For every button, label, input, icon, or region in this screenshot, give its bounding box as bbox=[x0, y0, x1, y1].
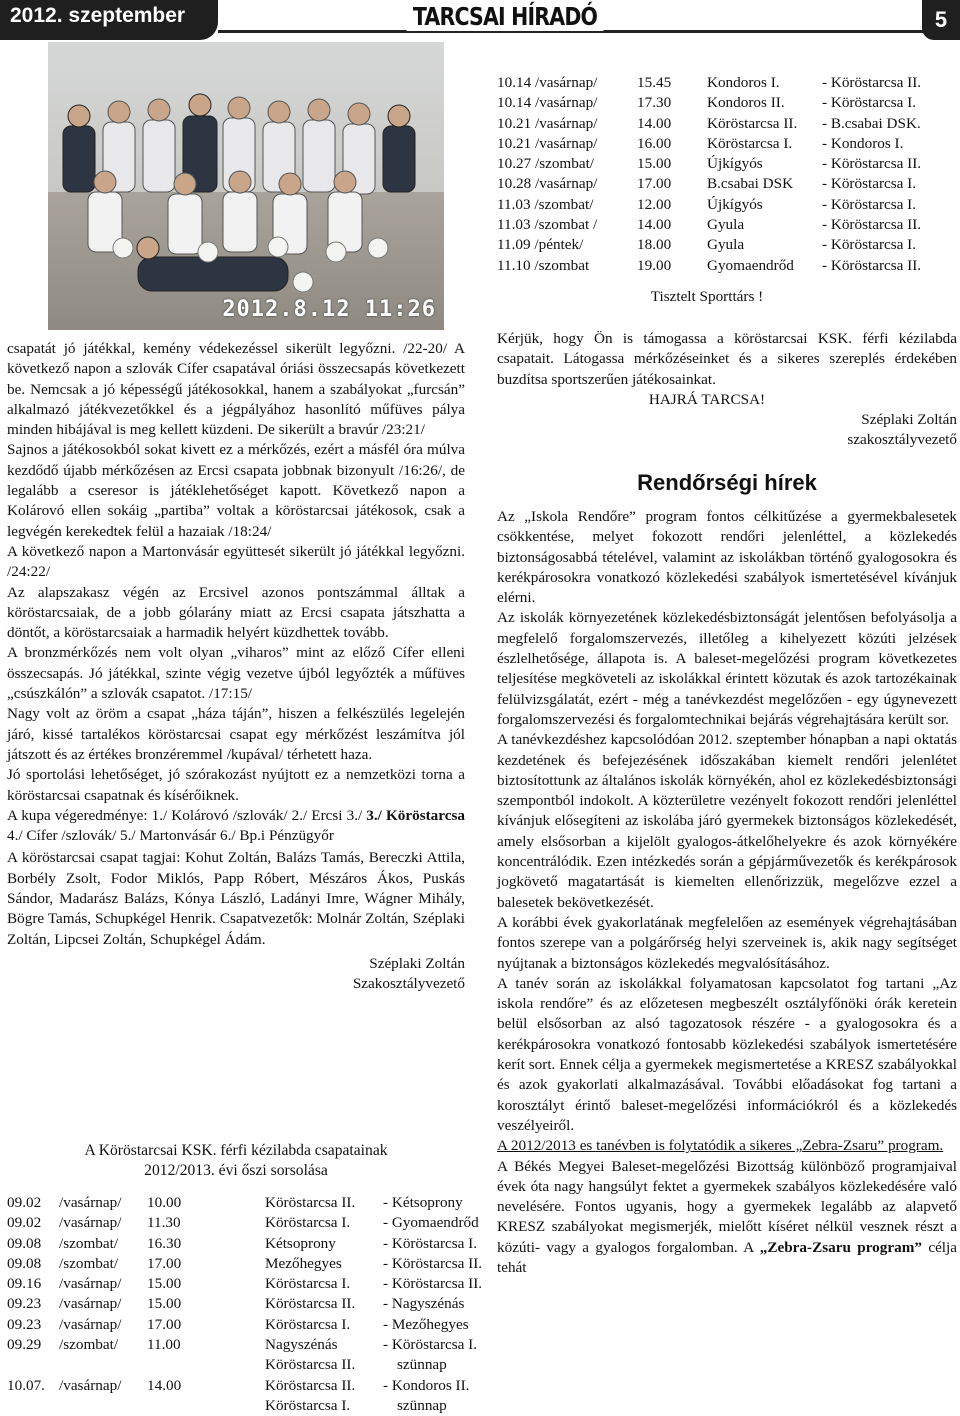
schedule-cell: Gyula bbox=[707, 216, 745, 234]
schedule-cell: 12.00 bbox=[637, 195, 672, 213]
page-number: 5 bbox=[922, 0, 960, 40]
schedule-cell: Gyula bbox=[707, 236, 745, 254]
schedule-cell bbox=[7, 1396, 59, 1416]
schedule-cell: Kondoros II. bbox=[707, 94, 785, 112]
schedule-cell: 11.10 /szombat bbox=[497, 256, 590, 274]
schedule-cell: - Mezőhegyes bbox=[383, 1315, 469, 1333]
cup-results bbox=[7, 806, 465, 847]
schedule-cell: - Köröstarcsa II. bbox=[822, 216, 922, 234]
article-signature bbox=[7, 954, 465, 995]
police-paragraph: A korábbi évek gyakorlatának megfelelően az események végrehajtásában fontos szerepe van a polgárőrség helyi szerveinek is, akik nagy segítséget nyújtanak a biztonságos közlekedés megvalósításához. bbox=[497, 913, 957, 972]
schedule-cell: - Köröstarcsa I. bbox=[822, 236, 917, 254]
zebra-program-name: „Zebra-Zsaru program” bbox=[759, 1238, 922, 1256]
article-paragraph: A bronzmérkőzés nem volt olyan „viharos” mint az előző Cífer elleni összecsapás. Jó játékkal, szinte végig vezetve újból legyőzték a műfüves „csúszkálón” a szlovák csapatot. /17:15/ bbox=[7, 644, 465, 703]
police-news-body bbox=[497, 507, 957, 1278]
schedule-cell: 09.29 bbox=[7, 1336, 42, 1354]
schedule-cell: Kondoros I. bbox=[707, 74, 780, 91]
schedule-cell: Köröstarcsa I. bbox=[265, 1396, 351, 1414]
handball-article bbox=[7, 339, 465, 995]
schedule-cell: 17.00 bbox=[637, 175, 672, 193]
schedule-cell bbox=[59, 1355, 147, 1375]
schedule-cell: szünnap bbox=[397, 1356, 447, 1374]
schedule-table-left bbox=[7, 1193, 527, 1416]
schedule-cell: 09.23 bbox=[7, 1315, 42, 1333]
schedule-cell: 09.08 bbox=[7, 1234, 42, 1252]
schedule-cell: 17.00 bbox=[147, 1315, 182, 1333]
schedule-cell: 09.16 bbox=[7, 1275, 42, 1293]
schedule-row bbox=[497, 114, 957, 134]
schedule-cell bbox=[7, 1355, 59, 1375]
schedule-cell: - Kétsoprony bbox=[383, 1194, 463, 1211]
schedule-cell: Köröstarcsa II. bbox=[265, 1295, 356, 1313]
cup-results-text-end: 4./ Cífer /szlovák/ 5./ Martonvásár 6./ Bp.i Pénzügyőr bbox=[7, 827, 334, 845]
schedule-cell: 19.00 bbox=[637, 256, 672, 274]
schedule-cell: Mezőhegyes bbox=[265, 1254, 342, 1272]
schedule-cell: 09.02 bbox=[7, 1194, 42, 1211]
police-paragraph: Az iskolák környezetének közlekedésbiztonságát jelentősen befolyásolja a megfelelő forgalomszervezés, illetőleg a kihelyezett közúti jelzések észlelhetősége, állapota is. A baleset-megelőzési program következetes teljesítése megköveteli az iskolákkal érintett közutak és azok tartozékainak felülvizsgálatát, ezért - még a tanévkezdést megelőzően - egy úgynevezett forgalomszervezési és forgalomtechnikai bejárás végrehajtására került sor. bbox=[497, 609, 957, 728]
schedule-row bbox=[497, 154, 957, 174]
schedule-cell: 09.23 bbox=[7, 1295, 42, 1313]
schedule-row bbox=[497, 256, 957, 276]
schedule-cell: - Köröstarcsa I. bbox=[822, 94, 917, 112]
article-paragraph: csapatát jó játékkal, kemény védekezéssel sikerült legyőzni. /22-20/ A következő napon a szlovák Cífer csapatával óriási összecsapás következett be. Nemcsak a jó képességű játékosokkal, hanem a szabályokat „furcsán” alkalmazó játékvezetőkkel és a jégpályához hasonlító műfüves pálya minden hibájával is meg kellett küzdeni. De sikerült a bravúr /23:21/ bbox=[7, 340, 465, 439]
schedule-cell: - B.csabai DSK. bbox=[822, 114, 921, 132]
schedule-cell: - Köröstarcsa II. bbox=[822, 256, 922, 274]
zebra-program-heading bbox=[497, 1136, 957, 1156]
schedule-cell: 15.00 bbox=[147, 1275, 182, 1293]
schedule-row bbox=[497, 93, 957, 113]
schedule-cell: Köröstarcsa I. bbox=[265, 1275, 351, 1293]
signature-name: Széplaki Zoltán bbox=[861, 411, 957, 429]
schedule-cell: /szombat/ bbox=[59, 1336, 119, 1354]
appeal-block bbox=[497, 329, 957, 451]
police-paragraph: Az „Iskola Rendőre” program fontos célkitűzése a gyermekbalesetek csökkentése, melyet fokozott rendőri jelenléttel, a közlekedés biztonságosabbá tételével, valamint az iskolákban történő gyalogosokra és kerékpárosokra vonatkozó közlekedési szabályok ismertetésével kívánjuk elérni. bbox=[497, 508, 957, 607]
schedule-cell: 11.03 /szombat / bbox=[497, 216, 598, 234]
schedule-cell: - Köröstarcsa I. bbox=[822, 175, 917, 193]
appeal-text: Kérjük, hogy Ön is támogassa a köröstarcsai KSK. férfi kézilabda csapatait. Látogassa mérkőzéseinket és a sikeres szereplés érdekében buzdítsa sportszerűen játékosainkat. bbox=[497, 330, 957, 388]
signature-role: Szakosztályvezető bbox=[352, 975, 465, 993]
police-last-text-end: célja tehát bbox=[497, 1238, 957, 1276]
schedule-title-line: A Köröstarcsai KSK. férfi kézilabda csapatainak bbox=[84, 1142, 388, 1159]
schedule-cell: Gyomaendrőd bbox=[707, 256, 794, 274]
schedule-cell: Köröstarcsa II. bbox=[265, 1356, 356, 1374]
schedule-row bbox=[7, 1234, 527, 1254]
schedule-cell: /vasárnap/ bbox=[59, 1376, 122, 1394]
schedule-row bbox=[7, 1274, 527, 1294]
schedule-row bbox=[7, 1254, 527, 1274]
schedule-cell: 10.27 /szombat/ bbox=[497, 155, 595, 173]
schedule-cell: /szombat/ bbox=[59, 1254, 119, 1272]
schedule-row bbox=[497, 73, 957, 93]
schedule-cell: 10.00 bbox=[147, 1194, 182, 1211]
schedule-row bbox=[497, 235, 957, 255]
schedule-row bbox=[497, 195, 957, 215]
police-last-text: A Békés Megyei Baleset-megelőzési Bizottság különböző programjaival évek óta nagy hangsúlyt fektet a gyermekek szabályos közlekedésére való nevelésére. Fontos ugyanis, hogy a gyermekek legalább az alapvető KRESZ szabályokat megismerjék, mielőtt kíséret nélkül vesznek részt a közúti- vagy a gyalogos forgalomban. A bbox=[497, 1157, 957, 1256]
schedule-row bbox=[7, 1213, 527, 1233]
schedule-row bbox=[7, 1396, 527, 1416]
schedule-cell: 18.00 bbox=[637, 236, 672, 254]
cup-results-highlight: 3./ Köröstarcsa bbox=[366, 806, 465, 824]
schedule-cell: 14.00 bbox=[147, 1376, 182, 1394]
schedule-cell: - Köröstarcsa II. bbox=[822, 74, 922, 91]
schedule-cell: 10.07. bbox=[7, 1376, 45, 1394]
schedule-cell: /vasárnap/ bbox=[59, 1295, 122, 1313]
team-members: A köröstarcsai csapat tagjai: Kohut Zoltán, Balázs Tamás, Bereczki Attila, Borbély Zsolt, Fodor Miklós, Papp Róbert, Mészáros Ákos, Puskás Sándor, Madarász Balázs, Kónya László, Ladányi Imre, Wágner Mihály, Bögre Tamás, Schupkégel Henrik. Csapatvezetők: Molnár Zoltán, Széplaki Zoltán, Lipcsei Zoltán, Schupkégel Ádám. bbox=[7, 849, 465, 948]
schedule-cell: 14.00 bbox=[637, 114, 672, 132]
schedule-cell: - Köröstarcsa II. bbox=[383, 1275, 483, 1293]
schedule-cell: 16.30 bbox=[147, 1234, 182, 1252]
schedule-cell: 11.03 /szombat/ bbox=[497, 195, 594, 213]
schedule-cell: Nagyszénás bbox=[265, 1336, 338, 1354]
schedule-cell: szünnap bbox=[397, 1396, 447, 1414]
schedule-cell: 17.30 bbox=[637, 94, 672, 112]
schedule-cell: 15.00 bbox=[147, 1295, 182, 1313]
schedule-row bbox=[497, 215, 957, 235]
schedule-row bbox=[7, 1335, 527, 1355]
schedule-cell: /vasárnap/ bbox=[59, 1315, 122, 1333]
schedule-cell: Köröstarcsa II. bbox=[707, 114, 798, 132]
newspaper-title: TARCSAI HÍRADÓ bbox=[407, 2, 604, 31]
schedule-cell: 10.14 /vasárnap/ bbox=[497, 94, 598, 112]
schedule-cell: 15.45 bbox=[637, 74, 672, 91]
schedule-cell: Kétsoprony bbox=[265, 1234, 336, 1252]
schedule-cell: 09.02 bbox=[7, 1214, 42, 1232]
schedule-row bbox=[7, 1376, 527, 1396]
schedule-cell: - Kondoros II. bbox=[383, 1376, 470, 1394]
schedule-row bbox=[7, 1315, 527, 1335]
schedule-cell: 15.00 bbox=[637, 155, 672, 173]
photo-timestamp: 2012.8.12 11:26 bbox=[222, 297, 436, 322]
schedule-cell: Köröstarcsa I. bbox=[265, 1214, 351, 1232]
schedule-cell: Újkígyós bbox=[707, 155, 763, 173]
schedule-title-line: 2012/2013. évi őszi sorsolása bbox=[144, 1162, 328, 1180]
schedule-cell: 10.21 /vasárnap/ bbox=[497, 114, 598, 132]
schedule-cell: - Köröstarcsa I. bbox=[383, 1336, 478, 1354]
appeal-cheer: HAJRÁ TARCSA! bbox=[648, 390, 766, 408]
signature-name: Széplaki Zoltán bbox=[369, 954, 465, 972]
schedule-cell: Köröstarcsa I. bbox=[707, 134, 793, 152]
article-paragraph: A következő napon a Martonvásár együttesét sikerült jó játékkal legyőzni. /24:22/ bbox=[7, 542, 465, 581]
article-paragraph: Nagy volt az öröm a csapat „háza táján”, hiszen a felkészülés legelején járó, kissé tartalékos köröstarcsai csapat egy mérkőzést leszámítva jól játszott és az értékes bronzéremmel /kupával/ térhetett haza. bbox=[7, 705, 465, 763]
schedule-cell: Köröstarcsa II. bbox=[265, 1194, 356, 1211]
schedule-row bbox=[7, 1193, 527, 1213]
schedule-cell: 10.28 /vasárnap/ bbox=[497, 175, 598, 193]
police-paragraph: A tanév során az iskolákkal folyamatosan kapcsolatot fog tartani „Az iskola rendőre” és az előzetesen megbeszélt osztályfőnöki órák keretein belül elsősorban az alsó tagozatosok részére - a gyalogosokra és a kerékpárosokra vonatkozó fontosabb közlekedési szabályok ismertetésére kerít sort. Ennek célja a gyermekek megismertetése a KRESZ szabályokkal és azok gyakorlati alkalmazásával. További előadásokat fog tartani a korosztályt érintő baleset-megelőzési információkról és a közlekedés veszélyeiről. bbox=[497, 974, 957, 1134]
schedule-cell: - Köröstarcsa I. bbox=[383, 1234, 478, 1252]
appeal-greeting: Tisztelt Sporttárs ! bbox=[650, 288, 764, 305]
schedule-cell: 11.30 bbox=[147, 1214, 181, 1232]
zebra-program-heading-text: A 2012/2013 es tanévben is folytatódik a sikeres „Zebra-Zsaru” program. bbox=[497, 1137, 944, 1155]
cup-results-text: A kupa végeredménye: 1./ Kolárovó /szlovák/ 2./ Ercsi 3./ bbox=[7, 806, 367, 824]
schedule-cell: /vasárnap/ bbox=[59, 1194, 122, 1211]
schedule-cell: 14.00 bbox=[637, 216, 672, 234]
schedule-cell: B.csabai DSK bbox=[707, 175, 794, 193]
schedule-cell bbox=[147, 1355, 265, 1375]
police-paragraph-last bbox=[497, 1157, 957, 1279]
schedule-cell: 09.08 bbox=[7, 1254, 42, 1272]
police-paragraph: A tanévkezdéshez kapcsolódóan 2012. szeptember hónapban a napi oktatás kezdetének és befejezésének időszakában kiemelt rendőri jelenlétet biztosítottunk az általános iskolák környékén, ahol ez közlekedésbiztonsági szempontból indokolt. A közterületre vezényelt fokozott rendőri jelenléttel kívánjuk elősegíteni az iskolába járó gyermekek biztonságos közlekedését, amely elsősorban a kijelölt gyalogos-átkelőhelyekre és azok környékére koncentrálódik. Ezen intézkedés során a gépjárművezetők és kerékpárosok jogkövető magatartását is kiemelten ellenőrizzük, megelőzve ezzel a balesetek bekövetkezését. bbox=[497, 731, 957, 911]
header-date: 2012. szeptember bbox=[10, 4, 186, 27]
schedule-cell: - Kondoros I. bbox=[822, 134, 904, 152]
schedule-cell: 16.00 bbox=[637, 134, 672, 152]
team-figures bbox=[48, 42, 444, 330]
schedule-row bbox=[497, 174, 957, 194]
article-paragraph: Az alapszakasz végén az Ercsivel azonos pontszámmal álltak a köröstarcsaiak, de a jobb gólarány miatt az Ercsi csapata játszhatta a döntőt, a köröstarcsaiak a harmadik helyért küzdhettek tovább. bbox=[7, 583, 465, 642]
schedule-cell: /szombat/ bbox=[59, 1234, 119, 1252]
schedule-row bbox=[7, 1355, 527, 1375]
article-paragraph: Sajnos a játékosokból sokat kivett ez a mérkőzés, ezért a másfél óra múlva kezdődő újabb mérkőzésen az Ercsi csapata jobbnak bizonyult /16:26/, de legalább a cseresor is játéklehetőséget kapott. Következő napon a Kolárovó ellen sokáig „partiba” voltak a köröstarcsai játékosok, csak a legvégén kerekedtek felül a hazaiak /18:24/ bbox=[7, 441, 465, 540]
signature-role: szakosztályvezető bbox=[847, 431, 957, 449]
schedule-cell: 11.09 /péntek/ bbox=[497, 236, 584, 254]
schedule-cell: 11.00 bbox=[147, 1336, 181, 1354]
schedule-cell: - Nagyszénás bbox=[383, 1295, 465, 1313]
article-paragraph: Jó sportolási lehetőséget, jó szórakozást nyújtott ez a nemzetközi torna a köröstarcsai csapatnak és kísérőiknek. bbox=[7, 766, 465, 804]
police-news-title: Rendőrségi hírek bbox=[637, 470, 817, 495]
schedule-cell: - Köröstarcsa I. bbox=[822, 195, 917, 213]
schedule-cell bbox=[147, 1396, 265, 1416]
schedule-cell: Köröstarcsa II. bbox=[265, 1376, 356, 1394]
schedule-cell: Újkígyós bbox=[707, 195, 763, 213]
schedule-title bbox=[7, 1141, 465, 1182]
schedule-row bbox=[7, 1294, 527, 1314]
team-photo bbox=[48, 42, 444, 330]
schedule-cell: /vasárnap/ bbox=[59, 1214, 122, 1232]
schedule-cell: 10.14 /vasárnap/ bbox=[497, 74, 598, 91]
schedule-cell: 10.21 /vasárnap/ bbox=[497, 134, 598, 152]
schedule-cell: - Gyomaendrőd bbox=[383, 1214, 479, 1232]
appeal-signature bbox=[497, 410, 957, 451]
schedule-cell bbox=[59, 1396, 147, 1416]
schedule-table-right bbox=[497, 73, 957, 276]
schedule-cell: - Köröstarcsa II. bbox=[822, 155, 922, 173]
schedule-cell: 17.00 bbox=[147, 1254, 182, 1272]
schedule-cell: - Köröstarcsa II. bbox=[383, 1254, 483, 1272]
schedule-cell: /vasárnap/ bbox=[59, 1275, 122, 1293]
schedule-row bbox=[497, 134, 957, 154]
schedule-cell: Köröstarcsa I. bbox=[265, 1315, 351, 1333]
